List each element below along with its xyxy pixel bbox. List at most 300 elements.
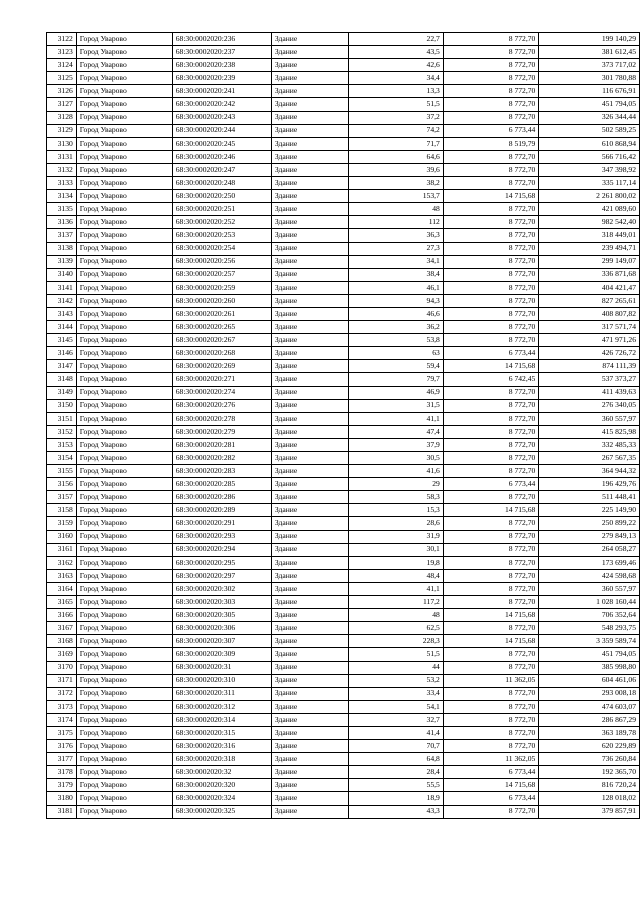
cell-object-type: Здание bbox=[271, 622, 348, 635]
cell-area: 15,3 bbox=[348, 504, 443, 517]
table-row bbox=[47, 386, 640, 399]
cell-area: 53,8 bbox=[348, 334, 443, 347]
cell-row-number: 3160 bbox=[47, 530, 77, 543]
cell-specific-value: 6 773,44 bbox=[443, 792, 539, 805]
cell-row-number: 3128 bbox=[47, 111, 77, 124]
cell-object-type: Здание bbox=[271, 661, 348, 674]
cell-settlement: Город Уварово bbox=[76, 307, 172, 320]
cell-cadastral-value: 276 340,05 bbox=[539, 399, 640, 412]
cell-area: 48,4 bbox=[348, 569, 443, 582]
cell-row-number: 3137 bbox=[47, 229, 77, 242]
cell-specific-value: 8 772,70 bbox=[443, 163, 539, 176]
cell-cadastral-value: 816 720,24 bbox=[539, 779, 640, 792]
table-row bbox=[47, 137, 640, 150]
table-row bbox=[47, 399, 640, 412]
cell-cadastral-number: 68:30:0002020:261 bbox=[172, 307, 271, 320]
cell-cadastral-value: 225 149,90 bbox=[539, 504, 640, 517]
cell-area: 44 bbox=[348, 661, 443, 674]
cell-row-number: 3179 bbox=[47, 779, 77, 792]
cell-settlement: Город Уварово bbox=[76, 569, 172, 582]
cell-area: 28,6 bbox=[348, 517, 443, 530]
cell-cadastral-number: 68:30:0002020:282 bbox=[172, 452, 271, 465]
cell-settlement: Город Уварово bbox=[76, 805, 172, 818]
cell-specific-value: 8 772,70 bbox=[443, 491, 539, 504]
cell-object-type: Здание bbox=[271, 177, 348, 190]
cell-row-number: 3173 bbox=[47, 700, 77, 713]
cell-specific-value: 14 715,68 bbox=[443, 190, 539, 203]
cell-object-type: Здание bbox=[271, 543, 348, 556]
cell-cadastral-number: 68:30:0002020:250 bbox=[172, 190, 271, 203]
table-row bbox=[47, 517, 640, 530]
cell-area: 38,4 bbox=[348, 268, 443, 281]
cell-row-number: 3157 bbox=[47, 491, 77, 504]
cell-row-number: 3142 bbox=[47, 294, 77, 307]
table-row bbox=[47, 753, 640, 766]
cell-cadastral-number: 68:30:0002020:243 bbox=[172, 111, 271, 124]
cell-row-number: 3158 bbox=[47, 504, 77, 517]
table-row bbox=[47, 98, 640, 111]
cell-settlement: Город Уварово bbox=[76, 177, 172, 190]
cell-object-type: Здание bbox=[271, 268, 348, 281]
cell-settlement: Город Уварово bbox=[76, 242, 172, 255]
table-row bbox=[47, 504, 640, 517]
cell-settlement: Город Уварово bbox=[76, 59, 172, 72]
cell-row-number: 3133 bbox=[47, 177, 77, 190]
cell-settlement: Город Уварово bbox=[76, 609, 172, 622]
cell-specific-value: 8 772,70 bbox=[443, 399, 539, 412]
cell-settlement: Город Уварово bbox=[76, 478, 172, 491]
cell-object-type: Здание bbox=[271, 412, 348, 425]
cell-object-type: Здание bbox=[271, 98, 348, 111]
cell-cadastral-value: 381 612,45 bbox=[539, 46, 640, 59]
cell-object-type: Здание bbox=[271, 163, 348, 176]
cell-row-number: 3169 bbox=[47, 648, 77, 661]
table-row bbox=[47, 530, 640, 543]
cell-settlement: Город Уварово bbox=[76, 648, 172, 661]
table-row bbox=[47, 465, 640, 478]
cell-specific-value: 8 772,70 bbox=[443, 805, 539, 818]
cell-cadastral-value: 267 567,35 bbox=[539, 452, 640, 465]
cell-specific-value: 8 772,70 bbox=[443, 661, 539, 674]
cell-specific-value: 8 772,70 bbox=[443, 281, 539, 294]
table-row bbox=[47, 726, 640, 739]
table-row bbox=[47, 72, 640, 85]
cell-cadastral-value: 360 557,97 bbox=[539, 412, 640, 425]
cell-settlement: Город Уварово bbox=[76, 216, 172, 229]
cell-specific-value: 11 362,05 bbox=[443, 753, 539, 766]
cell-area: 117,2 bbox=[348, 596, 443, 609]
cell-specific-value: 8 772,70 bbox=[443, 307, 539, 320]
cell-cadastral-number: 68:30:0002020:260 bbox=[172, 294, 271, 307]
cell-settlement: Город Уварово bbox=[76, 530, 172, 543]
cell-specific-value: 8 772,70 bbox=[443, 59, 539, 72]
cell-settlement: Город Уварово bbox=[76, 85, 172, 98]
cell-specific-value: 8 772,70 bbox=[443, 412, 539, 425]
cell-object-type: Здание bbox=[271, 648, 348, 661]
cell-object-type: Здание bbox=[271, 635, 348, 648]
cell-area: 41,1 bbox=[348, 412, 443, 425]
cell-specific-value: 8 772,70 bbox=[443, 596, 539, 609]
cell-settlement: Город Уварово bbox=[76, 229, 172, 242]
table-row bbox=[47, 700, 640, 713]
cell-area: 30,5 bbox=[348, 452, 443, 465]
table-row bbox=[47, 687, 640, 700]
cell-area: 53,2 bbox=[348, 674, 443, 687]
cell-cadastral-value: 610 868,94 bbox=[539, 137, 640, 150]
cell-cadastral-value: 411 439,63 bbox=[539, 386, 640, 399]
cell-specific-value: 8 772,70 bbox=[443, 229, 539, 242]
cell-object-type: Здание bbox=[271, 596, 348, 609]
cell-settlement: Город Уварово bbox=[76, 740, 172, 753]
cell-area: 48 bbox=[348, 609, 443, 622]
cell-cadastral-number: 68:30:0002020:253 bbox=[172, 229, 271, 242]
cell-cadastral-number: 68:30:0002020:310 bbox=[172, 674, 271, 687]
cell-area: 63 bbox=[348, 347, 443, 360]
cell-area: 62,5 bbox=[348, 622, 443, 635]
cell-cadastral-value: 537 373,27 bbox=[539, 373, 640, 386]
cell-row-number: 3178 bbox=[47, 766, 77, 779]
cell-settlement: Город Уварово bbox=[76, 687, 172, 700]
cell-cadastral-number: 68:30:0002020:303 bbox=[172, 596, 271, 609]
cell-row-number: 3168 bbox=[47, 635, 77, 648]
cell-row-number: 3174 bbox=[47, 713, 77, 726]
cell-cadastral-number: 68:30:0002020:279 bbox=[172, 425, 271, 438]
cell-specific-value: 8 772,70 bbox=[443, 242, 539, 255]
cell-cadastral-number: 68:30:0002020:237 bbox=[172, 46, 271, 59]
cell-cadastral-number: 68:30:0002020:312 bbox=[172, 700, 271, 713]
cell-settlement: Город Уварово bbox=[76, 556, 172, 569]
cell-settlement: Город Уварово bbox=[76, 268, 172, 281]
table-row bbox=[47, 609, 640, 622]
cell-object-type: Здание bbox=[271, 281, 348, 294]
cell-cadastral-value: 335 117,14 bbox=[539, 177, 640, 190]
cell-row-number: 3150 bbox=[47, 399, 77, 412]
cell-settlement: Город Уварово bbox=[76, 491, 172, 504]
table-row bbox=[47, 596, 640, 609]
cell-cadastral-number: 68:30:0002020:314 bbox=[172, 713, 271, 726]
cell-row-number: 3176 bbox=[47, 740, 77, 753]
cell-cadastral-value: 385 998,80 bbox=[539, 661, 640, 674]
cell-cadastral-number: 68:30:0002020:286 bbox=[172, 491, 271, 504]
cell-cadastral-value: 196 429,76 bbox=[539, 478, 640, 491]
cell-settlement: Город Уварово bbox=[76, 465, 172, 478]
cell-row-number: 3144 bbox=[47, 321, 77, 334]
table-row bbox=[47, 203, 640, 216]
cell-object-type: Здание bbox=[271, 386, 348, 399]
cell-cadastral-value: 451 794,05 bbox=[539, 98, 640, 111]
cell-object-type: Здание bbox=[271, 517, 348, 530]
cell-cadastral-value: 1 028 160,44 bbox=[539, 596, 640, 609]
cell-row-number: 3165 bbox=[47, 596, 77, 609]
cell-settlement: Город Уварово bbox=[76, 150, 172, 163]
cell-cadastral-value: 239 494,71 bbox=[539, 242, 640, 255]
cell-object-type: Здание bbox=[271, 452, 348, 465]
cell-cadastral-number: 68:30:0002020:267 bbox=[172, 334, 271, 347]
cell-row-number: 3148 bbox=[47, 373, 77, 386]
cell-specific-value: 6 773,44 bbox=[443, 124, 539, 137]
cell-row-number: 3135 bbox=[47, 203, 77, 216]
cell-cadastral-number: 68:30:0002020:259 bbox=[172, 281, 271, 294]
cell-cadastral-value: 404 421,47 bbox=[539, 281, 640, 294]
cell-cadastral-value: 326 344,44 bbox=[539, 111, 640, 124]
table-row bbox=[47, 543, 640, 556]
cell-cadastral-number: 68:30:0002020:276 bbox=[172, 399, 271, 412]
cell-specific-value: 14 715,68 bbox=[443, 609, 539, 622]
table-row bbox=[47, 452, 640, 465]
table-row bbox=[47, 661, 640, 674]
cell-cadastral-value: 415 825,98 bbox=[539, 425, 640, 438]
cell-cadastral-value: 408 807,82 bbox=[539, 307, 640, 320]
cell-object-type: Здание bbox=[271, 478, 348, 491]
cell-cadastral-number: 68:30:0002020:245 bbox=[172, 137, 271, 150]
cell-area: 55,5 bbox=[348, 779, 443, 792]
cell-cadastral-number: 68:30:0002020:325 bbox=[172, 805, 271, 818]
cell-specific-value: 8 772,70 bbox=[443, 46, 539, 59]
cell-area: 46,9 bbox=[348, 386, 443, 399]
cell-settlement: Город Уварово bbox=[76, 766, 172, 779]
cell-settlement: Город Уварово bbox=[76, 46, 172, 59]
table-row bbox=[47, 255, 640, 268]
cell-cadastral-value: 199 140,29 bbox=[539, 33, 640, 46]
cell-object-type: Здание bbox=[271, 687, 348, 700]
cell-area: 64,8 bbox=[348, 753, 443, 766]
cell-row-number: 3159 bbox=[47, 517, 77, 530]
cell-cadastral-value: 301 780,88 bbox=[539, 72, 640, 85]
cell-cadastral-value: 604 461,06 bbox=[539, 674, 640, 687]
cell-cadastral-number: 68:30:0002020:31 bbox=[172, 661, 271, 674]
table-row bbox=[47, 347, 640, 360]
cell-object-type: Здание bbox=[271, 150, 348, 163]
cell-settlement: Город Уварово bbox=[76, 726, 172, 739]
cell-cadastral-number: 68:30:0002020:252 bbox=[172, 216, 271, 229]
cell-row-number: 3151 bbox=[47, 412, 77, 425]
cell-area: 41,1 bbox=[348, 582, 443, 595]
cell-specific-value: 8 772,70 bbox=[443, 726, 539, 739]
cell-specific-value: 8 772,70 bbox=[443, 569, 539, 582]
cell-specific-value: 8 772,70 bbox=[443, 543, 539, 556]
cell-specific-value: 8 772,70 bbox=[443, 294, 539, 307]
cell-cadastral-number: 68:30:0002020:251 bbox=[172, 203, 271, 216]
cell-area: 48 bbox=[348, 203, 443, 216]
cell-area: 79,7 bbox=[348, 373, 443, 386]
cell-specific-value: 14 715,68 bbox=[443, 360, 539, 373]
cell-cadastral-value: 336 871,68 bbox=[539, 268, 640, 281]
cell-cadastral-number: 68:30:0002020:271 bbox=[172, 373, 271, 386]
cell-cadastral-number: 68:30:0002020:238 bbox=[172, 59, 271, 72]
cell-row-number: 3156 bbox=[47, 478, 77, 491]
cell-area: 37,9 bbox=[348, 438, 443, 451]
cell-specific-value: 11 362,05 bbox=[443, 674, 539, 687]
cell-cadastral-number: 68:30:0002020:239 bbox=[172, 72, 271, 85]
cell-area: 54,1 bbox=[348, 700, 443, 713]
cell-settlement: Город Уварово bbox=[76, 674, 172, 687]
cell-row-number: 3132 bbox=[47, 163, 77, 176]
cell-cadastral-value: 279 849,13 bbox=[539, 530, 640, 543]
cell-settlement: Город Уварово bbox=[76, 137, 172, 150]
cell-row-number: 3172 bbox=[47, 687, 77, 700]
cell-cadastral-number: 68:30:0002020:294 bbox=[172, 543, 271, 556]
cell-specific-value: 8 772,70 bbox=[443, 700, 539, 713]
cell-cadastral-number: 68:30:0002020:278 bbox=[172, 412, 271, 425]
cell-row-number: 3145 bbox=[47, 334, 77, 347]
cell-row-number: 3134 bbox=[47, 190, 77, 203]
cell-cadastral-value: 250 899,22 bbox=[539, 517, 640, 530]
table-row bbox=[47, 635, 640, 648]
cell-object-type: Здание bbox=[271, 360, 348, 373]
cell-settlement: Город Уварово bbox=[76, 98, 172, 111]
cell-settlement: Город Уварово bbox=[76, 190, 172, 203]
cell-settlement: Город Уварово bbox=[76, 700, 172, 713]
cell-object-type: Здание bbox=[271, 779, 348, 792]
cell-settlement: Город Уварово bbox=[76, 779, 172, 792]
cell-settlement: Город Уварово bbox=[76, 543, 172, 556]
cell-cadastral-number: 68:30:0002020:256 bbox=[172, 255, 271, 268]
cell-area: 36,3 bbox=[348, 229, 443, 242]
cell-specific-value: 8 772,70 bbox=[443, 203, 539, 216]
cell-row-number: 3166 bbox=[47, 609, 77, 622]
cell-specific-value: 6 773,44 bbox=[443, 478, 539, 491]
cell-specific-value: 8 772,70 bbox=[443, 556, 539, 569]
cell-object-type: Здание bbox=[271, 399, 348, 412]
cell-cadastral-value: 173 699,46 bbox=[539, 556, 640, 569]
cell-object-type: Здание bbox=[271, 609, 348, 622]
cell-row-number: 3181 bbox=[47, 805, 77, 818]
cell-specific-value: 6 773,44 bbox=[443, 347, 539, 360]
cell-cadastral-number: 68:30:0002020:307 bbox=[172, 635, 271, 648]
cell-settlement: Город Уварово bbox=[76, 792, 172, 805]
table-row bbox=[47, 307, 640, 320]
cell-cadastral-value: 332 485,33 bbox=[539, 438, 640, 451]
cell-cadastral-value: 706 352,64 bbox=[539, 609, 640, 622]
cell-specific-value: 8 772,70 bbox=[443, 740, 539, 753]
table-row bbox=[47, 85, 640, 98]
cell-specific-value: 8 772,70 bbox=[443, 216, 539, 229]
cell-cadastral-value: 363 189,78 bbox=[539, 726, 640, 739]
cell-row-number: 3164 bbox=[47, 582, 77, 595]
cell-cadastral-value: 192 365,70 bbox=[539, 766, 640, 779]
table-row bbox=[47, 294, 640, 307]
cell-area: 46,6 bbox=[348, 307, 443, 320]
cell-area: 30,1 bbox=[348, 543, 443, 556]
cell-settlement: Город Уварово bbox=[76, 582, 172, 595]
cell-area: 153,7 bbox=[348, 190, 443, 203]
cell-cadastral-value: 318 449,01 bbox=[539, 229, 640, 242]
cell-cadastral-number: 68:30:0002020:265 bbox=[172, 321, 271, 334]
cell-settlement: Город Уварово bbox=[76, 452, 172, 465]
cell-row-number: 3162 bbox=[47, 556, 77, 569]
cell-area: 74,2 bbox=[348, 124, 443, 137]
cell-object-type: Здание bbox=[271, 491, 348, 504]
table-row bbox=[47, 360, 640, 373]
cell-cadastral-number: 68:30:0002020:306 bbox=[172, 622, 271, 635]
cell-area: 34,4 bbox=[348, 72, 443, 85]
cell-cadastral-value: 471 971,26 bbox=[539, 334, 640, 347]
cell-cadastral-value: 317 571,74 bbox=[539, 321, 640, 334]
cell-cadastral-value: 474 603,07 bbox=[539, 700, 640, 713]
cell-settlement: Город Уварово bbox=[76, 373, 172, 386]
cell-area: 51,5 bbox=[348, 648, 443, 661]
cell-area: 27,3 bbox=[348, 242, 443, 255]
cell-cadastral-value: 3 359 589,74 bbox=[539, 635, 640, 648]
table-row bbox=[47, 556, 640, 569]
cell-row-number: 3124 bbox=[47, 59, 77, 72]
cell-specific-value: 8 772,70 bbox=[443, 622, 539, 635]
cell-settlement: Город Уварово bbox=[76, 504, 172, 517]
cell-object-type: Здание bbox=[271, 111, 348, 124]
cell-specific-value: 6 742,45 bbox=[443, 373, 539, 386]
cell-area: 31,9 bbox=[348, 530, 443, 543]
cell-specific-value: 8 772,70 bbox=[443, 72, 539, 85]
cell-row-number: 3146 bbox=[47, 347, 77, 360]
cell-settlement: Город Уварово bbox=[76, 622, 172, 635]
cell-row-number: 3131 bbox=[47, 150, 77, 163]
table-row bbox=[47, 59, 640, 72]
cell-row-number: 3126 bbox=[47, 85, 77, 98]
cell-object-type: Здание bbox=[271, 216, 348, 229]
cell-object-type: Здание bbox=[271, 792, 348, 805]
cell-object-type: Здание bbox=[271, 190, 348, 203]
cell-specific-value: 14 715,68 bbox=[443, 779, 539, 792]
cell-cadastral-number: 68:30:0002020:324 bbox=[172, 792, 271, 805]
cell-cadastral-number: 68:30:0002020:241 bbox=[172, 85, 271, 98]
cell-object-type: Здание bbox=[271, 203, 348, 216]
cell-cadastral-number: 68:30:0002020:295 bbox=[172, 556, 271, 569]
cell-object-type: Здание bbox=[271, 307, 348, 320]
cell-row-number: 3129 bbox=[47, 124, 77, 137]
table-row bbox=[47, 491, 640, 504]
table-row bbox=[47, 190, 640, 203]
table-row bbox=[47, 478, 640, 491]
cell-cadastral-value: 116 676,91 bbox=[539, 85, 640, 98]
table-row bbox=[47, 425, 640, 438]
cell-object-type: Здание bbox=[271, 373, 348, 386]
table-row bbox=[47, 582, 640, 595]
table-row bbox=[47, 163, 640, 176]
cell-cadastral-value: 620 229,89 bbox=[539, 740, 640, 753]
cell-settlement: Город Уварово bbox=[76, 203, 172, 216]
table-row bbox=[47, 216, 640, 229]
table-row bbox=[47, 46, 640, 59]
cell-cadastral-value: 128 018,02 bbox=[539, 792, 640, 805]
table-row bbox=[47, 438, 640, 451]
table-row bbox=[47, 648, 640, 661]
cell-area: 32,7 bbox=[348, 713, 443, 726]
cell-area: 37,2 bbox=[348, 111, 443, 124]
cell-row-number: 3138 bbox=[47, 242, 77, 255]
table-row bbox=[47, 177, 640, 190]
cell-specific-value: 8 772,70 bbox=[443, 582, 539, 595]
cell-cadastral-number: 68:30:0002020:285 bbox=[172, 478, 271, 491]
cell-settlement: Город Уварово bbox=[76, 281, 172, 294]
table-row bbox=[47, 766, 640, 779]
cell-cadastral-number: 68:30:0002020:254 bbox=[172, 242, 271, 255]
cell-object-type: Здание bbox=[271, 753, 348, 766]
cell-area: 112 bbox=[348, 216, 443, 229]
table-row bbox=[47, 33, 640, 46]
cell-row-number: 3175 bbox=[47, 726, 77, 739]
cell-cadastral-value: 982 542,40 bbox=[539, 216, 640, 229]
table-row bbox=[47, 792, 640, 805]
cell-specific-value: 8 772,70 bbox=[443, 687, 539, 700]
cell-row-number: 3127 bbox=[47, 98, 77, 111]
cell-object-type: Здание bbox=[271, 85, 348, 98]
table-row bbox=[47, 150, 640, 163]
cell-settlement: Город Уварово bbox=[76, 321, 172, 334]
cell-area: 46,1 bbox=[348, 281, 443, 294]
cell-cadastral-value: 2 261 800,02 bbox=[539, 190, 640, 203]
cell-cadastral-number: 68:30:0002020:247 bbox=[172, 163, 271, 176]
cell-area: 13,3 bbox=[348, 85, 443, 98]
